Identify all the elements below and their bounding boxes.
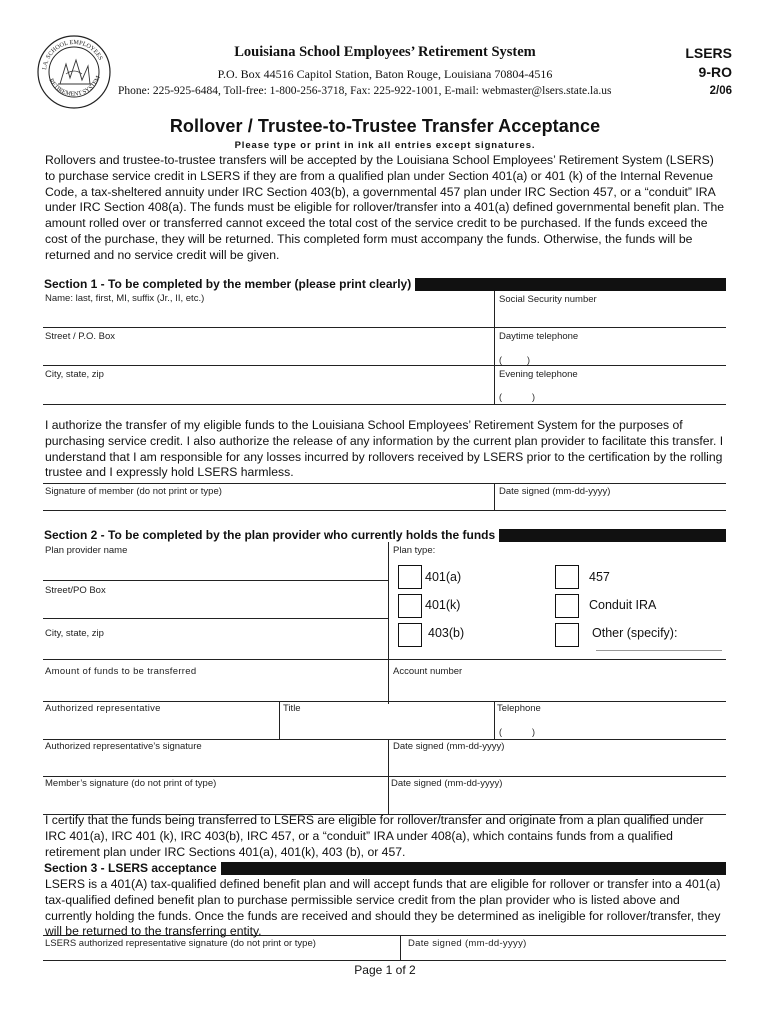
plan-403b-label: 403(b) — [428, 626, 465, 640]
rep-signature-field[interactable] — [43, 752, 385, 776]
plan-type-label: Plan type: — [393, 545, 436, 556]
plan-other-label: Other (specify): — [592, 626, 678, 640]
member-signature-label: Signature of member (do not print or type) — [45, 486, 222, 497]
member-city-label: City, state, zip — [45, 369, 104, 380]
lsers-date-field[interactable] — [402, 948, 726, 960]
form-number: 9-RO — [698, 64, 732, 80]
rep-name-field[interactable] — [43, 714, 277, 738]
eve-phone-parens[interactable]: ( ) — [499, 392, 535, 402]
lsers-date-label: Date signed (mm-dd-yyyy) — [408, 938, 527, 949]
member-name-label: Name: last, first, MI, suffix (Jr., II, etc.) — [45, 293, 205, 304]
member-street-label: Street / P.O. Box — [45, 331, 116, 342]
member-sig2-label: Member’s signature (do not print of type) — [45, 778, 217, 789]
member-sig2-field[interactable] — [43, 790, 385, 814]
form-instruction: Please type or print in ink all entries except signatures. — [234, 140, 536, 151]
day-phone-parens[interactable]: ( ) — [499, 355, 530, 365]
section3-title: Section 3 - LSERS acceptance — [43, 862, 221, 875]
plan-other-specify-field[interactable] — [596, 638, 722, 651]
ssn-label: Social Security number — [499, 294, 597, 305]
account-number-label: Account number — [393, 666, 463, 677]
lsers-signature-label: LSERS authorized representative signature (do not print or type) — [45, 938, 316, 949]
section1-title: Section 1 - To be completed by the member (please print clearly) — [43, 278, 415, 291]
rep-phone-label: Telephone — [497, 703, 541, 714]
member-city-field[interactable] — [43, 380, 491, 402]
plan-457-label: 457 — [589, 570, 610, 584]
plan-401k-checkbox[interactable] — [398, 594, 422, 618]
provider-street-label: Street/PO Box — [45, 585, 106, 596]
member-date-label: Date signed (mm-dd-yyyy) — [499, 486, 611, 497]
plan-401k-label: 401(k) — [425, 598, 461, 612]
provider-city-field[interactable] — [43, 640, 385, 660]
amount-label: Amount of funds to be transferred — [45, 666, 197, 677]
plan-403b-checkbox[interactable] — [398, 623, 422, 647]
section3-paragraph: LSERS is a 401(A) tax-qualified defined benefit plan and will accept funds that are eligible for rollover or transfer into a 401(a) tax-qualified defined benefit plan to purchase permissible service credit from the plan provider who is listed above and currently holding the funds. Once the funds are received and should they be determined as ineligible for rollover/transfer, they will be returned to the transferring entity. — [45, 877, 721, 939]
section2-title: Section 2 - To be completed by the plan provider who currently holds the funds — [43, 529, 499, 542]
rep-signature-label: Authorized representative’s signature — [45, 741, 202, 752]
rep-date-label: Date signed (mm-dd-yyyy) — [393, 741, 505, 752]
provider-street-field[interactable] — [43, 596, 385, 618]
rep-title-label: Title — [283, 703, 301, 714]
provider-name-field[interactable] — [43, 556, 385, 580]
svg-text:RETIREMENT SYSTEM: RETIREMENT SYSTEM — [47, 74, 102, 98]
certification-paragraph: I certify that the funds being transferred to LSERS are eligible for rollover/transfer and originate from a plan qualified under IRC 401(a), IRC 401 (k), IRC 403(b), IRC 457, or a “conduit” IRA under 408(a), which contains funds from a qualified retirement plan under IRC Sections 401(a), 401(k), 403 (b), or 457. — [45, 813, 704, 859]
org-name: Louisiana School Employees’ Retirement System — [234, 44, 536, 60]
amount-field[interactable] — [43, 677, 385, 701]
plan-other-checkbox[interactable] — [555, 623, 579, 647]
member-date2-label: Date signed (mm-dd-yyyy) — [391, 778, 503, 789]
ssn-field[interactable] — [496, 304, 726, 328]
rep-date-field[interactable] — [391, 752, 726, 776]
member-street-field[interactable] — [43, 342, 491, 364]
eve-phone-label: Evening telephone — [499, 369, 578, 380]
account-number-field[interactable] — [391, 677, 726, 701]
provider-name-label: Plan provider name — [45, 545, 128, 556]
provider-city-label: City, state, zip — [45, 628, 104, 639]
member-date2-field[interactable] — [391, 790, 726, 814]
org-contact: Phone: 225-925-6484, Toll-free: 1-800-256-3718, Fax: 225-922-1001, E-mail: webmaster@lsers.state.la.us — [118, 85, 612, 97]
org-address: P.O. Box 44516 Capitol Station, Baton Rouge, Louisiana 70804-4516 — [217, 67, 553, 81]
plan-457-checkbox[interactable] — [555, 565, 579, 589]
plan-conduit-ira-label: Conduit IRA — [589, 598, 657, 612]
authorization-paragraph: I authorize the transfer of my eligible funds to the Louisiana School Employees’ Retirement System for the purposes of purchasing service credit. I also authorize the release of any information by the current plan provider to facilitate this transfer. I understand that I am responsible for any losses incurred by rollovers received by LSERS prior to the certification by the rolling trustee and I expressly hold LSERS harmless. — [45, 418, 724, 480]
page-number: Page 1 of 2 — [354, 963, 416, 977]
rep-label: Authorized representative — [45, 703, 161, 714]
plan-conduit-ira-checkbox[interactable] — [555, 594, 579, 618]
form-title: Rollover / Trustee-to-Trustee Transfer Acceptance — [169, 116, 601, 136]
form-revision-date: 2/06 — [709, 85, 732, 97]
form-code: LSERS — [685, 45, 732, 61]
day-phone-label: Daytime telephone — [499, 331, 579, 342]
rep-phone-parens[interactable]: ( ) — [499, 727, 535, 737]
member-name-field[interactable] — [43, 304, 491, 328]
svg-text:LA. SCHOOL EMPLOYEES: LA. SCHOOL EMPLOYEES — [41, 38, 104, 71]
plan-401a-checkbox[interactable] — [398, 565, 422, 589]
intro-paragraph: Rollovers and trustee-to-trustee transfers will be accepted by the Louisiana School Employees’ Retirement System (LSERS) to purchase service credit in LSERS if they are from a qualified plan under Section 401(a) or 401 (k) of the Internal Revenue Code, a tax-sheltered annuity under IRC Section 403(b), a governmental 457 plan under IRC Section 457, or a “conduit” IRA under IRC Section 408(a). The funds must be eligible for rollover/transfer into a 401(a) defined governmental benefit plan. The amount rolled over or transferred cannot exceed the total cost of the service credit to be purchased. If the funds exceed the cost of the purchase, they will be returned. This completed form must accompany the funds. Otherwise, the funds will be returned and no service credit will be given. — [45, 153, 725, 262]
lsers-signature-field[interactable] — [43, 948, 398, 960]
rep-title-field[interactable] — [281, 714, 492, 738]
plan-401a-label: 401(a) — [425, 570, 462, 584]
